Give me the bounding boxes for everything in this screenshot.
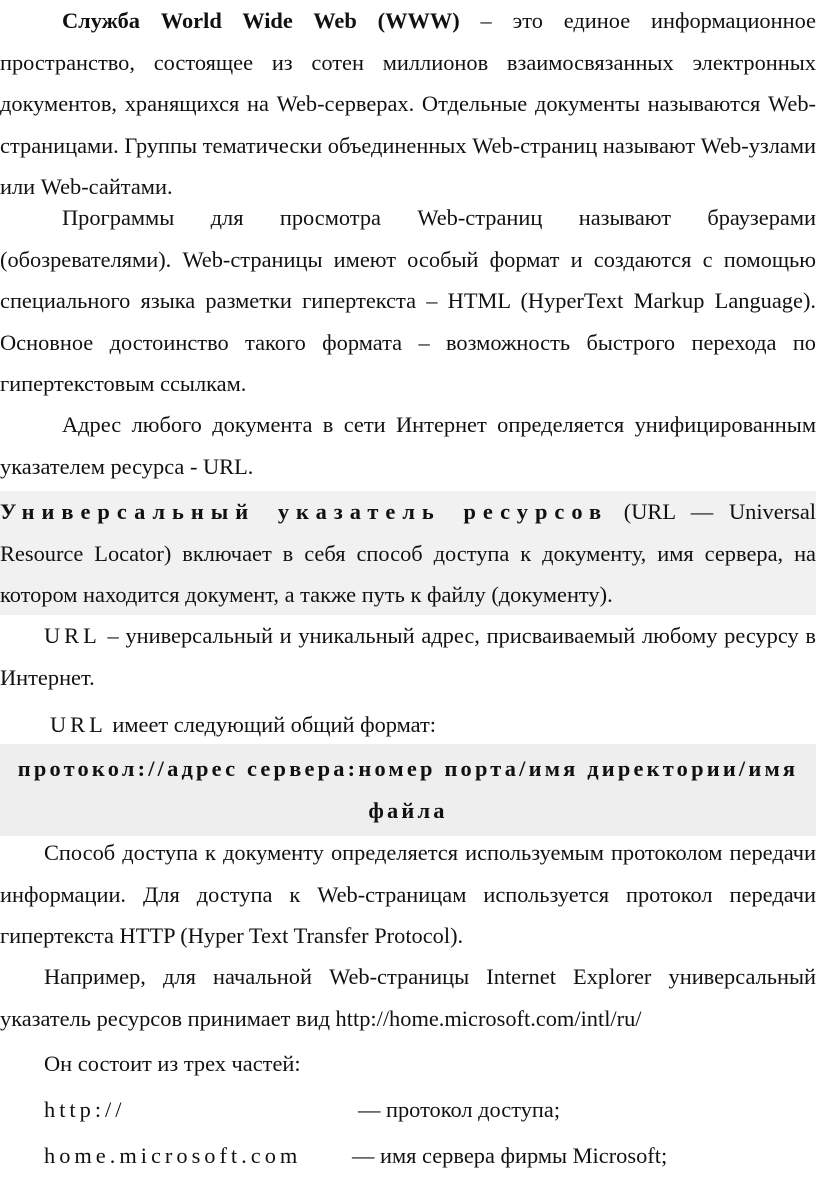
url-part-server-desc: — имя сервера фирмы Microsoft;	[352, 1143, 668, 1168]
paragraph-url-format	[0, 704, 816, 746]
paragraph-url-definition	[0, 491, 816, 615]
url-abbr: URL	[44, 623, 101, 648]
paragraph-browsers: Программы для просмотра Web-страниц называют браузерами (обозревателями). Web-страницы имеют особый формат и создаются с помощью специального языка разметки гипертекста – HTML (HyperText Markup Language). Основное достоинство такого формата – возможность быстрого перехода по гипертекстовым ссылкам.	[0, 205, 816, 397]
paragraph-example: Например, для начальной Web-страницы Internet Explorer универсальный указатель ресурсов принимает вид http://home.microsoft.com/intl/ru/	[0, 964, 816, 1031]
www-term: Служба World Wide Web (WWW)	[62, 8, 460, 33]
paragraph-url-unique	[0, 615, 816, 698]
url-abbr-2: URL	[50, 712, 107, 737]
formula-line-1: протокол://адрес сервера:номер порта/имя директории/имя	[17, 756, 799, 781]
www-text: – это единое информационное пространство, состоящее из сотен миллионов взаимосвязанных электронных документов, хранящихся на Web-серверах. Отдельные документы называются Web-страницами. Группы тематически объединенных Web-страниц называют Web-узлами или Web-сайтами.	[0, 8, 816, 200]
url-term: Универсальный указатель ресурсов	[0, 499, 609, 524]
url-format-formula	[0, 744, 816, 836]
url-unique-text: – универсальный и уникальный адрес, присваиваемый любому ресурсу в Интернет.	[0, 623, 816, 690]
url-part-server: home.microsoft.com	[44, 1143, 302, 1168]
url-definition-text: (URL — Universal Resource Locator) включает в себя способ доступа к документу, имя сервера, на котором находится документ, а также путь к файлу (документу).	[0, 499, 816, 608]
paragraph-www	[0, 0, 816, 208]
formula-line-2: файла	[368, 797, 448, 823]
url-part-protocol-desc: — протокол доступа;	[358, 1097, 561, 1122]
paragraph-address: Адрес любого документа в сети Интернет определяется унифицированным указателем ресурса - URL.	[0, 412, 816, 479]
url-part-protocol: http://	[44, 1097, 126, 1122]
paragraph-three-parts: Он состоит из трех частей:	[44, 1051, 301, 1076]
url-format-text: имеет следующий общий формат:	[106, 712, 437, 737]
paragraph-protocol: Способ доступа к документу определяется используемым протоколом передачи информации. Для доступа к Web-страницам используется протокол передачи гипертекста HTTP (Hyper Text Transfer Protocol).	[0, 840, 816, 949]
